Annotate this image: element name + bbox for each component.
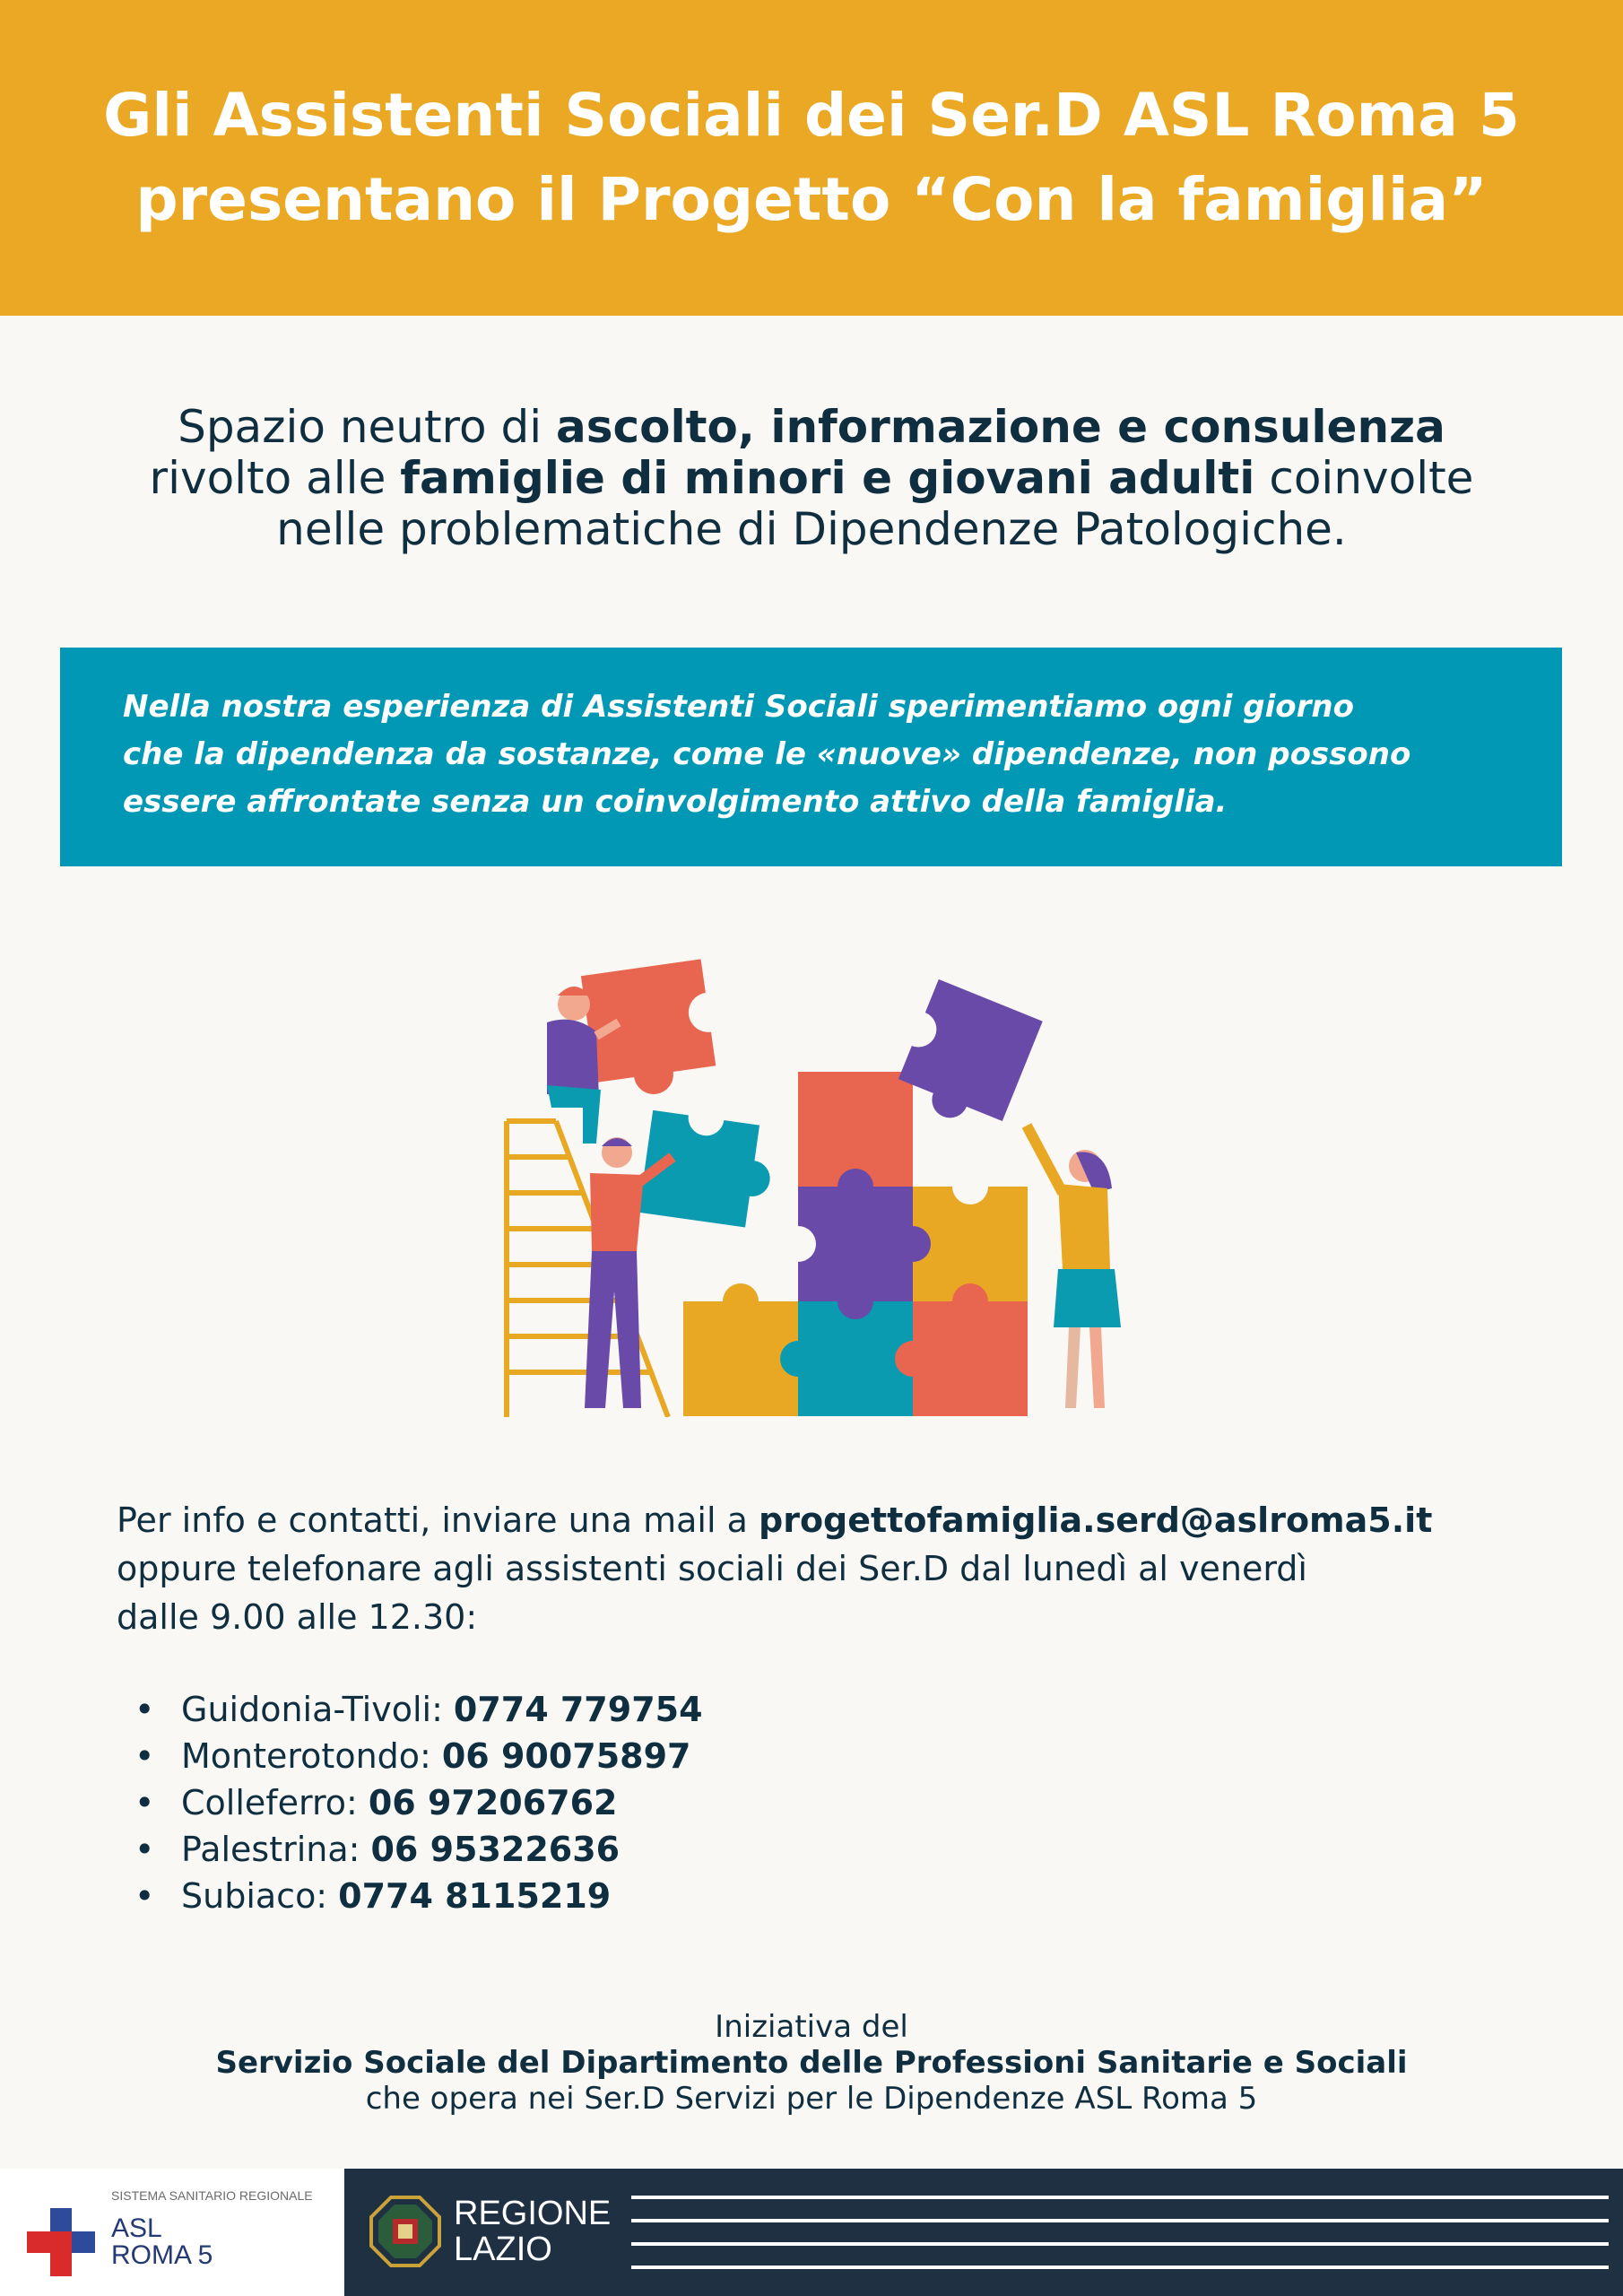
phone-place: Subiaco: [181,1876,328,1916]
contact-row-3: dalle 9.00 alle 12.30: [117,1597,478,1637]
regione-seal-icon [369,2196,441,2267]
phone-place: Palestrina: [181,1830,360,1869]
phone-number[interactable]: 0774 779754 [453,1690,703,1729]
regione-name [454,2196,611,2267]
list-item [135,1686,942,1733]
phone-number[interactable]: 0774 8115219 [338,1876,612,1916]
phone-place: Colleferro: [181,1783,358,1822]
phone-number[interactable]: 06 97206762 [368,1783,618,1822]
intro-bold-part: ascolto, informazione e consulenza [556,401,1445,453]
intro-bold-part: famiglie di minori e giovani adulti [400,452,1255,504]
credit-line-2: Servizio Sociale del Dipartimento delle Professioni Sanitarie e Sociali [215,2045,1408,2081]
asl-name [111,2215,213,2269]
bullet-icon: • [135,1690,155,1729]
asl-name-line: ASL [111,2213,162,2243]
phone-list [135,1686,942,1919]
list-item [135,1733,942,1779]
logo-bar [0,2169,1623,2296]
bullet-icon: • [135,1830,155,1869]
initiative-credit [90,2009,1533,2117]
contact-text-part: Per info e contatti, inviare una mail a [117,1500,759,1540]
decorative-lines-icon [631,2196,1609,2269]
regione-lazio-logo [344,2169,1623,2296]
intro-text-part: rivolto alle [149,452,401,504]
list-item [135,1826,942,1873]
contact-row-1 [117,1496,1569,1544]
phone-place: Guidonia-Tivoli: [181,1690,443,1729]
contact-text [117,1496,1569,1641]
bullet-icon: • [135,1736,155,1776]
medical-cross-icon [27,2208,95,2276]
intro-row-3: nelle problematiche di Dipendenze Patologiche. [276,503,1347,555]
credit-line-3: che opera nei Ser.D Servizi per le Dipendenze ASL Roma 5 [365,2081,1258,2117]
intro-text-part: Spazio neutro di [178,401,557,453]
intro-text [54,402,1569,555]
intro-row-1 [54,402,1569,453]
header-title-line-2: presentano il Progetto “Con la famiglia” [135,165,1488,234]
intro-text-part: coinvolte [1254,452,1474,504]
bullet-icon: • [135,1783,155,1822]
header-title-line-1: Gli Assistenti Sociali dei Ser.D ASL Roma 5 [103,81,1520,150]
quote-box [60,648,1562,866]
phone-number[interactable]: 06 95322636 [370,1830,621,1869]
regione-name-line: REGIONE [454,2195,612,2232]
list-item [135,1873,942,1919]
list-item [135,1779,942,1826]
asl-roma5-logo [0,2169,343,2296]
regione-name-line: LAZIO [454,2231,552,2268]
contact-row-2: oppure telefonare agli assistenti sociali dei Ser.D dal lunedì al venerdì [117,1549,1307,1588]
quote-line-1: Nella nostra esperienza di Assistenti Sociali sperimentiamo ogni giorno [123,689,1354,725]
header-banner [0,0,1623,316]
phone-number[interactable]: 06 90075897 [441,1736,691,1776]
intro-row-2 [54,453,1569,504]
bullet-icon: • [135,1876,155,1916]
asl-name-line: ROMA 5 [111,2240,213,2270]
quote-line-2: che la dipendenza da sostanze, come le «nuove» dipendenze, non possono [123,736,1411,772]
credit-line-1: Iniziativa del [715,2009,908,2045]
puzzle-illustration [502,951,1148,1417]
woman-in-yellow-icon [1027,1126,1121,1408]
asl-subtitle: SISTEMA SANITARIO REGIONALE [111,2188,313,2203]
quote-line-3: essere affrontate senza un coinvolgimento attivo della famiglia. [123,784,1228,820]
email-link[interactable]: progettofamiglia.serd@aslroma5.it [759,1500,1433,1540]
phone-place: Monterotondo: [181,1736,431,1776]
